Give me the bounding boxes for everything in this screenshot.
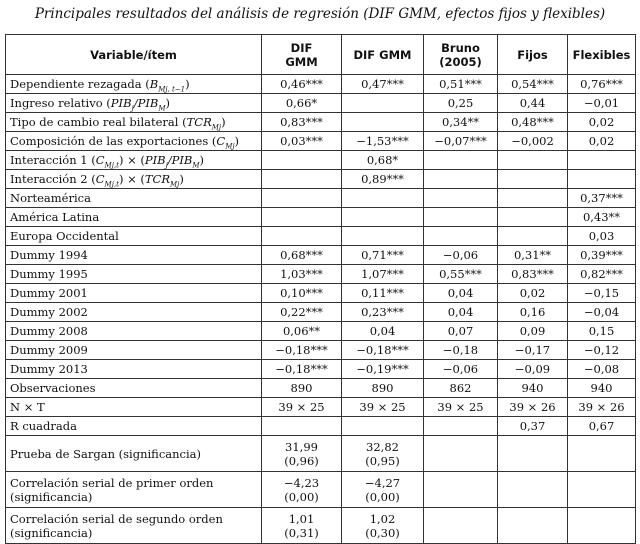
row-label: Dummy 1995 — [6, 265, 262, 284]
row-label: Dummy 2002 — [6, 303, 262, 322]
row-label — [6, 113, 262, 132]
variable-subscript: M — [192, 161, 200, 170]
table-row — [6, 170, 636, 189]
header-line: DIF — [290, 40, 313, 55]
table-row — [6, 246, 636, 265]
value-cell: 940 — [498, 379, 568, 398]
value-cell: −0,002 — [498, 132, 568, 151]
value-cell: 0,06** — [262, 322, 342, 341]
value-cell: −0,18 — [424, 341, 498, 360]
value-cell: 0,54*** — [498, 75, 568, 94]
table-row — [6, 360, 636, 379]
header-flexibles: Flexibles — [568, 35, 636, 75]
value-cell: 0,34** — [424, 113, 498, 132]
value-cell — [424, 170, 498, 189]
value-cell: 39 × 25 — [342, 398, 424, 417]
value-cell: 0,83*** — [498, 265, 568, 284]
value-cell: 0,51*** — [424, 75, 498, 94]
value-cell: 0,47*** — [342, 75, 424, 94]
value-cell: 0,09 — [498, 322, 568, 341]
value-cell — [568, 472, 636, 508]
value-line: 32,82 — [366, 439, 399, 454]
label-text: ) — [165, 96, 170, 110]
label-text: Ingreso relativo ( — [10, 96, 111, 110]
value-cell — [424, 436, 498, 472]
label-text: ) × ( — [118, 153, 145, 167]
value-cell: 1,03*** — [262, 265, 342, 284]
value-line: (0,31) — [284, 525, 319, 540]
value-cell — [424, 189, 498, 208]
row-label — [6, 170, 262, 189]
value-cell: 0,68* — [342, 151, 424, 170]
row-label: Dummy 2013 — [6, 360, 262, 379]
value-cell: 0,04 — [424, 303, 498, 322]
value-cell — [262, 151, 342, 170]
label-text: Composición de las exportaciones ( — [10, 134, 217, 148]
value-cell — [262, 472, 342, 508]
row-label: Dummy 2009 — [6, 341, 262, 360]
value-cell: 940 — [568, 379, 636, 398]
variable-symbol: C — [95, 172, 105, 186]
header-dif-gmm-1 — [262, 35, 342, 75]
value-cell — [424, 151, 498, 170]
value-cell — [498, 189, 568, 208]
value-cell: 39 × 26 — [498, 398, 568, 417]
table-row — [6, 322, 636, 341]
table-row — [6, 417, 636, 436]
value-cell — [424, 227, 498, 246]
value-cell: −0,06 — [424, 246, 498, 265]
label-text: ) — [199, 153, 205, 167]
variable-subscript: Mj,t — [104, 161, 119, 170]
row-label — [6, 132, 262, 151]
label-text: Dependiente rezagada ( — [10, 77, 150, 91]
variable-symbol: C — [95, 153, 105, 167]
row-label — [6, 472, 262, 508]
value-line: (0,00) — [365, 489, 400, 504]
value-cell: 0,07 — [424, 322, 498, 341]
value-cell: −0,09 — [498, 360, 568, 379]
value-cell: 0,37 — [498, 417, 568, 436]
label-text: ) — [221, 115, 226, 129]
value-cell: 0,55*** — [424, 265, 498, 284]
row-label: R cuadrada — [6, 417, 262, 436]
table-row — [6, 436, 636, 472]
row-label: Norteamérica — [6, 189, 262, 208]
table-row — [6, 398, 636, 417]
row-label — [6, 508, 262, 544]
value-cell: −0,18*** — [262, 341, 342, 360]
value-cell: 890 — [342, 379, 424, 398]
table-row — [6, 151, 636, 170]
table-caption: Principales resultados del análisis de regresión (DIF GMM, efectos fijos y flexibles) — [34, 6, 606, 22]
variable-subscript: Mj — [211, 123, 222, 132]
value-cell: 890 — [262, 379, 342, 398]
table-row — [6, 284, 636, 303]
row-label: Observaciones — [6, 379, 262, 398]
value-cell: 0,43** — [568, 208, 636, 227]
value-cell — [262, 436, 342, 472]
row-label: N × T — [6, 398, 262, 417]
label-text: Interacción 2 ( — [10, 172, 96, 186]
row-label-line: (significancia) — [10, 489, 93, 504]
value-cell — [424, 472, 498, 508]
value-cell — [424, 208, 498, 227]
value-cell: 1,07*** — [342, 265, 424, 284]
value-cell — [262, 417, 342, 436]
value-cell: 0,02 — [568, 113, 636, 132]
value-cell — [342, 472, 424, 508]
value-cell: 0,44 — [498, 94, 568, 113]
table-row — [6, 379, 636, 398]
variable-symbol: PIB — [171, 153, 193, 167]
header-row — [6, 35, 636, 75]
value-cell — [424, 417, 498, 436]
value-cell — [498, 436, 568, 472]
value-cell: 0,37*** — [568, 189, 636, 208]
value-cell: 0,83*** — [262, 113, 342, 132]
variable-symbol: B — [149, 77, 159, 91]
header-dif-gmm-2: DIF GMM — [342, 35, 424, 75]
value-cell: −0,19*** — [342, 360, 424, 379]
variable-subscript: Mj — [170, 180, 180, 189]
value-cell — [498, 227, 568, 246]
regression-table — [5, 34, 636, 544]
row-label: Dummy 1994 — [6, 246, 262, 265]
value-cell: 0,02 — [568, 132, 636, 151]
value-cell: 39 × 25 — [424, 398, 498, 417]
variable-symbol: TCR — [186, 115, 212, 129]
value-cell: 0,39*** — [568, 246, 636, 265]
value-cell — [498, 508, 568, 544]
header-fijos: Fijos — [498, 35, 568, 75]
table-row — [6, 132, 636, 151]
row-label: Europa Occidental — [6, 227, 262, 246]
row-label-line: (significancia) — [10, 525, 93, 540]
label-text: Tipo de cambio real bilateral ( — [10, 115, 187, 129]
value-cell — [498, 151, 568, 170]
value-cell — [262, 189, 342, 208]
header-line: GMM — [285, 54, 318, 69]
label-text: ) — [234, 134, 240, 148]
value-cell — [342, 113, 424, 132]
value-cell: 0,11*** — [342, 284, 424, 303]
label-text: / — [167, 153, 172, 167]
value-cell: 0,68*** — [262, 246, 342, 265]
header-variable: Variable/ítem — [6, 35, 262, 75]
table-row — [6, 75, 636, 94]
header-bruno — [424, 35, 498, 75]
header-line: (2005) — [439, 54, 482, 69]
label-text: ) — [179, 172, 184, 186]
value-cell: −0,04 — [568, 303, 636, 322]
value-cell — [498, 472, 568, 508]
value-cell — [262, 170, 342, 189]
value-cell: −0,18*** — [262, 360, 342, 379]
value-line: 1,01 — [288, 511, 315, 526]
value-line: 31,99 — [285, 439, 318, 454]
variable-symbol: TCR — [144, 172, 170, 186]
variable-symbol: PIB — [144, 153, 166, 167]
value-cell: 0,04 — [342, 322, 424, 341]
variable-symbol: PIB — [137, 96, 159, 110]
value-cell: −0,17 — [498, 341, 568, 360]
variable-subscript: Mj,t — [104, 180, 119, 189]
value-cell: 0,66* — [262, 94, 342, 113]
table-row — [6, 341, 636, 360]
value-cell: 0,46*** — [262, 75, 342, 94]
variable-subscript: M — [158, 104, 166, 113]
table-row — [6, 303, 636, 322]
value-cell: 0,71*** — [342, 246, 424, 265]
row-label: Prueba de Sargan (significancia) — [6, 436, 262, 472]
value-cell: 0,23*** — [342, 303, 424, 322]
table-row — [6, 208, 636, 227]
value-cell: 0,48*** — [498, 113, 568, 132]
row-label — [6, 94, 262, 113]
value-line: (0,00) — [284, 489, 319, 504]
table-row — [6, 227, 636, 246]
variable-subscript: Mj — [225, 142, 235, 151]
value-cell: 0,25 — [424, 94, 498, 113]
value-cell: −0,06 — [424, 360, 498, 379]
value-cell: 0,15 — [568, 322, 636, 341]
table-row — [6, 94, 636, 113]
value-cell — [568, 170, 636, 189]
value-cell: 0,03 — [568, 227, 636, 246]
value-cell: 0,02 — [498, 284, 568, 303]
value-cell — [342, 417, 424, 436]
value-cell: 0,82*** — [568, 265, 636, 284]
value-cell — [262, 208, 342, 227]
value-cell: 39 × 26 — [568, 398, 636, 417]
label-text: Interacción 1 ( — [10, 153, 96, 167]
value-cell — [568, 508, 636, 544]
row-label — [6, 75, 262, 94]
value-line: −4,27 — [364, 475, 401, 490]
value-cell: 0,04 — [424, 284, 498, 303]
value-cell — [342, 208, 424, 227]
table-row — [6, 472, 636, 508]
value-cell — [424, 508, 498, 544]
value-cell: 0,76*** — [568, 75, 636, 94]
value-cell: −0,01 — [568, 94, 636, 113]
value-line: 1,02 — [369, 511, 396, 526]
value-cell — [262, 227, 342, 246]
variable-subscript: j — [131, 104, 134, 113]
value-cell: −0,07*** — [424, 132, 498, 151]
value-cell: 0,67 — [568, 417, 636, 436]
value-cell — [568, 436, 636, 472]
value-cell: −0,18*** — [342, 341, 424, 360]
value-cell — [342, 227, 424, 246]
value-cell: −1,53*** — [342, 132, 424, 151]
row-label: América Latina — [6, 208, 262, 227]
value-cell: 862 — [424, 379, 498, 398]
value-line: (0,30) — [365, 525, 400, 540]
value-cell: −0,08 — [568, 360, 636, 379]
variable-symbol: C — [216, 134, 226, 148]
table-row — [6, 189, 636, 208]
label-text: ) × ( — [118, 172, 145, 186]
header-line: Bruno — [441, 40, 480, 55]
value-cell: 0,03*** — [262, 132, 342, 151]
variable-symbol: PIB — [110, 96, 132, 110]
value-line: −4,23 — [283, 475, 320, 490]
label-text: ) — [185, 77, 190, 91]
table-row — [6, 113, 636, 132]
value-cell: −0,12 — [568, 341, 636, 360]
value-cell: 0,22*** — [262, 303, 342, 322]
row-label-line: Correlación serial de segundo orden — [10, 511, 223, 526]
value-cell — [498, 208, 568, 227]
row-label: Dummy 2008 — [6, 322, 262, 341]
value-cell: 0,16 — [498, 303, 568, 322]
row-label-line: Correlación serial de primer orden — [10, 475, 214, 490]
value-cell: 0,89*** — [342, 170, 424, 189]
value-cell — [342, 94, 424, 113]
value-cell — [498, 170, 568, 189]
label-text: / — [133, 96, 138, 110]
value-cell — [342, 508, 424, 544]
value-cell: −0,15 — [568, 284, 636, 303]
value-cell: 0,10*** — [262, 284, 342, 303]
variable-subscript: Mj, t−1 — [158, 85, 186, 94]
value-cell — [342, 189, 424, 208]
variable-subscript: j — [165, 161, 168, 170]
table-row — [6, 265, 636, 284]
value-line: (0,96) — [284, 453, 319, 468]
value-cell — [342, 436, 424, 472]
value-cell: 0,31** — [498, 246, 568, 265]
row-label: Dummy 2001 — [6, 284, 262, 303]
value-cell: 39 × 25 — [262, 398, 342, 417]
row-label — [6, 151, 262, 170]
table-row — [6, 508, 636, 544]
value-cell — [568, 151, 636, 170]
value-cell — [262, 508, 342, 544]
value-line: (0,95) — [365, 453, 400, 468]
